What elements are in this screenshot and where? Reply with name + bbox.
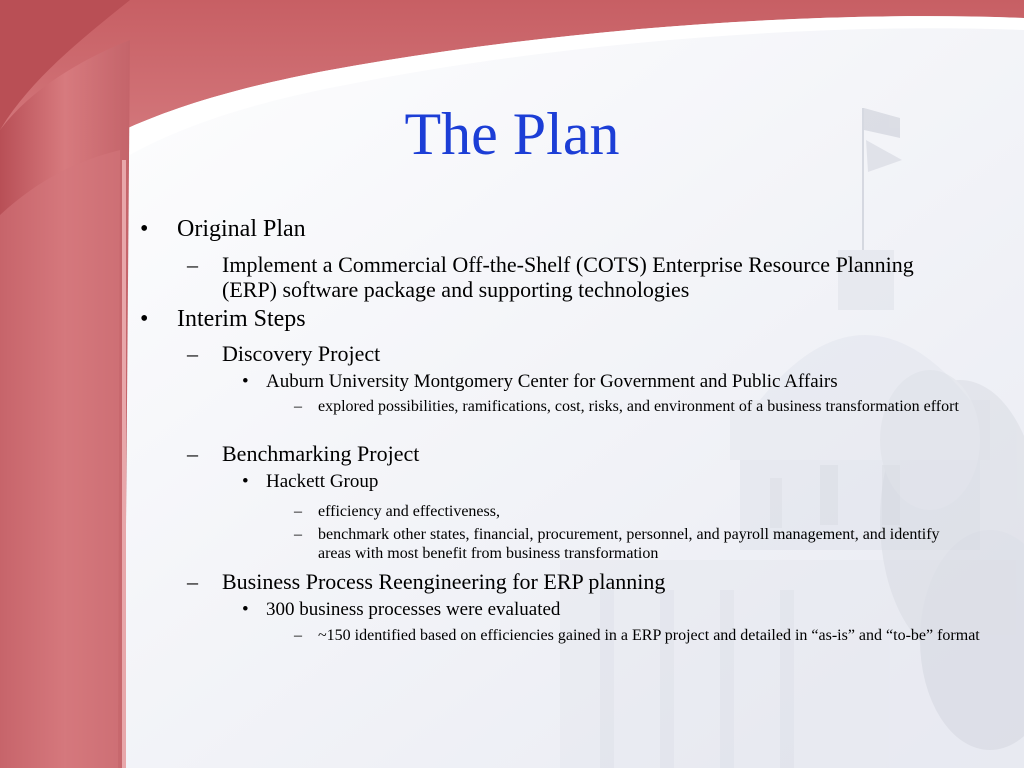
bullet-text: Benchmarking Project [222,441,420,466]
bullet-text: Interim Steps [177,306,306,332]
dash-marker: – [294,398,302,415]
dash-marker: – [187,441,198,466]
dash-marker: – [187,341,198,366]
bullet-marker: • [242,371,249,392]
bullet-text: Business Process Reengineering for ERP planning [222,569,666,594]
bullet-text: Original Plan [177,216,306,242]
dash-marker: – [294,627,302,644]
bullet-text: Implement a Commercial Off-the-Shelf (COTS) Enterprise Resource Planning (ERP) software package and supporting technologies [222,252,914,302]
dash-marker: – [294,503,302,520]
bullet-text: 300 business processes were evaluated [266,599,561,620]
dash-marker: – [294,526,302,543]
bullet-text: explored possibilities, ramifications, cost, risks, and environment of a business transformation effort [318,398,959,415]
bullet-text: ~150 identified based on efficiencies gained in a ERP project and detailed in “as-is” and “to-be” format [318,627,980,644]
bullet-marker: • [242,599,249,620]
bullet-text: efficiency and effectiveness, [318,503,500,520]
dash-marker: – [187,252,198,277]
bullet-text: Hackett Group [266,471,379,492]
dash-marker: – [187,569,198,594]
bullet-marker: • [140,216,149,242]
bullet-text: benchmark other states, financial, procurement, personnel, and payroll management, and identify areas with most benefit from business transformation [318,526,940,562]
bullet-marker: • [242,471,249,492]
slide-title: The Plan [404,101,620,167]
bullet-text: Auburn University Montgomery Center for Government and Public Affairs [266,371,838,392]
bullet-marker: • [140,306,149,332]
bullet-text: Discovery Project [222,341,381,366]
